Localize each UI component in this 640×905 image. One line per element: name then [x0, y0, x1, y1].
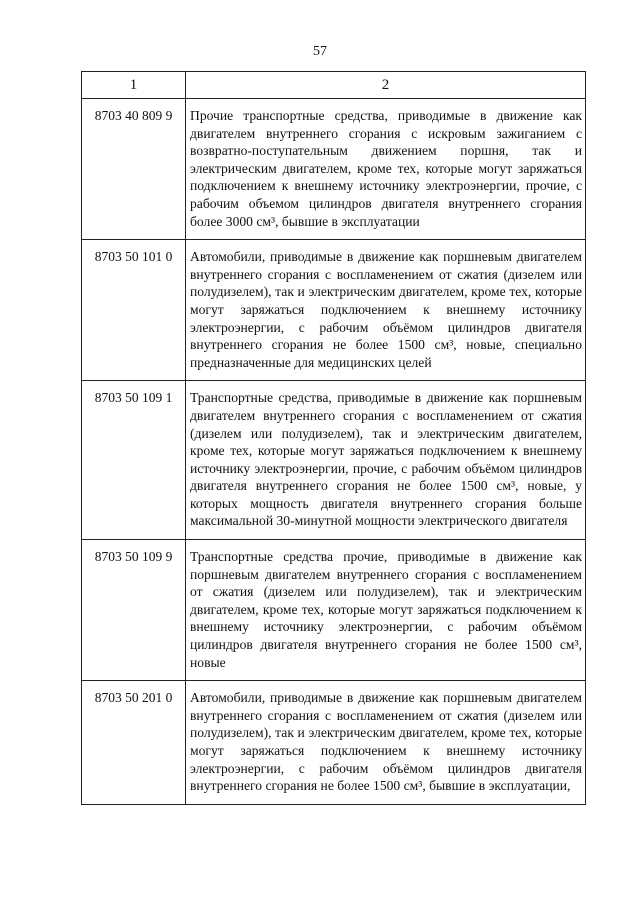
description-text: Транспортные средства прочие, приводимые в движение как поршневым двигателем внутреннего сгорания с воспламенением от сжатия (дизелем или полудизелем), так и электрическим двигателем, кроме тех, которые могут заряжаться подключением к внешнему источнику электроэнергии, с рабочим объёмом цилиндров двигателя внутреннего сгорания не более 1500 см³, новые: [190, 549, 582, 670]
table-row: [82, 99, 586, 240]
commodity-code: 8703 50 109 1: [82, 381, 186, 540]
table-row: [82, 681, 586, 805]
description-text: Автомобили, приводимые в движение как поршневым двигателем внутреннего сгорания с воспламенением от сжатия (дизелем или полудизелем), так и электрическим двигателем, кроме тех, которые могут заряжаться подключением к внешнему источнику электроэнергии, с рабочим объёмом цилиндров двигателя внутреннего сгорания не более 1500 см³, новые, специально предназначенные для медицинских целей: [190, 249, 582, 370]
column-header-code: 1: [82, 72, 186, 99]
commodity-description: [186, 681, 586, 805]
table-row: [82, 540, 586, 681]
table-row: [82, 240, 586, 381]
table-header-row: [82, 72, 586, 99]
table-row: [82, 381, 586, 540]
page-number: 57: [313, 44, 327, 59]
tariff-code-table: [81, 71, 586, 805]
commodity-code: 8703 50 101 0: [82, 240, 186, 381]
commodity-code: 8703 50 109 9: [82, 540, 186, 681]
commodity-code: 8703 50 201 0: [82, 681, 186, 805]
commodity-description: [186, 99, 586, 240]
commodity-code: 8703 40 809 9: [82, 99, 186, 240]
description-text: Прочие транспортные средства, приводимые в движение как двигателем внутреннего сгорания с искровым зажиганием с возвратно-поступательным движением поршня, так и электрическим двигателем, кроме тех, которые могут заряжаться подключением к внешнему источнику электроэнергии, прочие, с рабочим объемом цилиндров двигателя внутреннего сгорания более 3000 см³, бывшие в эксплуатации: [190, 108, 582, 229]
description-text: Транспортные средства, приводимые в движение как поршневым двигателем внутреннего сгорания с воспламенением от сжатия (дизелем или полудизелем), так и электрическим двигателем, кроме тех, которые могут заряжаться подключением к внешнему источнику электроэнергии, прочие, с рабочим объёмом цилиндров двигателя внутреннего сгорания не более 1500 см³, новые, у которых мощность двигателя внутреннего сгорания больше максимальной 30-минутной мощности электрического двигателя: [190, 390, 582, 529]
commodity-description: [186, 381, 586, 540]
commodity-description: [186, 240, 586, 381]
commodity-description: [186, 540, 586, 681]
description-text: Автомобили, приводимые в движение как поршневым двигателем внутреннего сгорания с воспламенением от сжатия (дизелем или полудизелем), так и электрическим двигателем, кроме тех, которые могут заряжаться подключением к внешнему источнику электроэнергии, с рабочим объёмом цилиндров двигателя внутреннего сгорания не более 1500 см³, бывшие в эксплуатации,: [190, 690, 582, 794]
column-header-description: 2: [186, 72, 586, 99]
